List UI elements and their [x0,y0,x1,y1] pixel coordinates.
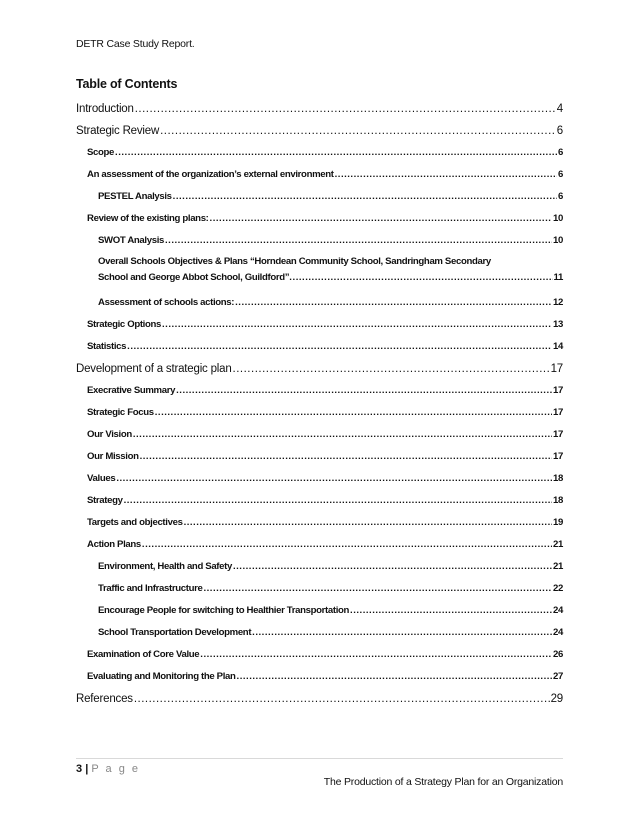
toc-title: Table of Contents [76,77,178,91]
footer-divider [76,758,563,759]
toc-entry-our-vision[interactable]: Our Vision ..... 17 [76,424,563,446]
toc-entry-statistics[interactable]: Statistics ..... 14 [76,336,563,358]
toc-entry-traffic-infrastructure[interactable]: Traffic and Infrastructure ..... 22 [76,578,563,600]
toc-entry-strategic-options[interactable]: Strategic Options ..... 13 [76,314,563,336]
table-of-contents [76,98,563,710]
toc-entry-school-transportation[interactable]: School Transportation Development ..... 24 [76,622,563,644]
footer-page-number: 3 | P a g e [76,763,140,775]
running-header: DETR Case Study Report. [76,38,195,50]
toc-entry-environment-health-safety[interactable]: Environment, Health and Safety ..... 21 [76,556,563,578]
toc-entry-our-mission[interactable]: Our Mission ..... 17 [76,446,563,468]
toc-entry-executive-summary[interactable]: Execrative Summary ..... 17 [76,380,563,402]
toc-entry-external-environment[interactable]: An assessment of the organization’s external environment ..... 6 [76,164,563,186]
toc-entry-scope[interactable]: Scope ..... 6 [76,142,563,164]
toc-entry-healthier-transportation[interactable]: Encourage People for switching to Healthier Transportation ..... 24 [76,600,563,622]
toc-entry-strategic-review[interactable]: Strategic Review ..... 6 [76,120,563,142]
toc-entry-introduction[interactable]: Introduction ..... 4 [76,98,563,120]
toc-entry-development-plan[interactable]: Development of a strategic plan ..... 17 [76,358,563,380]
toc-entry-monitoring-plan[interactable]: Evaluating and Monitoring the Plan ..... 27 [76,666,563,688]
toc-entry-assessment-actions[interactable]: Assessment of schools actions: ..... 12 [76,292,563,314]
toc-entry-targets-objectives[interactable]: Targets and objectives ..... 19 [76,512,563,534]
toc-entry-values[interactable]: Values ..... 18 [76,468,563,490]
toc-entry-strategy[interactable]: Strategy ..... 18 [76,490,563,512]
toc-entry-core-value[interactable]: Examination of Core Value ..... 26 [76,644,563,666]
toc-entry-schools-objectives[interactable]: Overall Schools Objectives & Plans “Horndean Community School, Sandringham Secondary School and George Abbot School, Guildford”. ..... 11 [76,254,563,292]
toc-entry-pestel[interactable]: PESTEL Analysis ..... 6 [76,186,563,208]
footer-document-title: The Production of a Strategy Plan for an Organization [323,776,563,788]
toc-entry-action-plans[interactable]: Action Plans ..... 21 [76,534,563,556]
toc-entry-existing-plans[interactable]: Review of the existing plans: ..... 10 [76,208,563,230]
toc-entry-references[interactable]: References ..... 29 [76,688,563,710]
toc-entry-swot[interactable]: SWOT Analysis ..... 10 [76,230,563,252]
toc-entry-strategic-focus[interactable]: Strategic Focus ..... 17 [76,402,563,424]
